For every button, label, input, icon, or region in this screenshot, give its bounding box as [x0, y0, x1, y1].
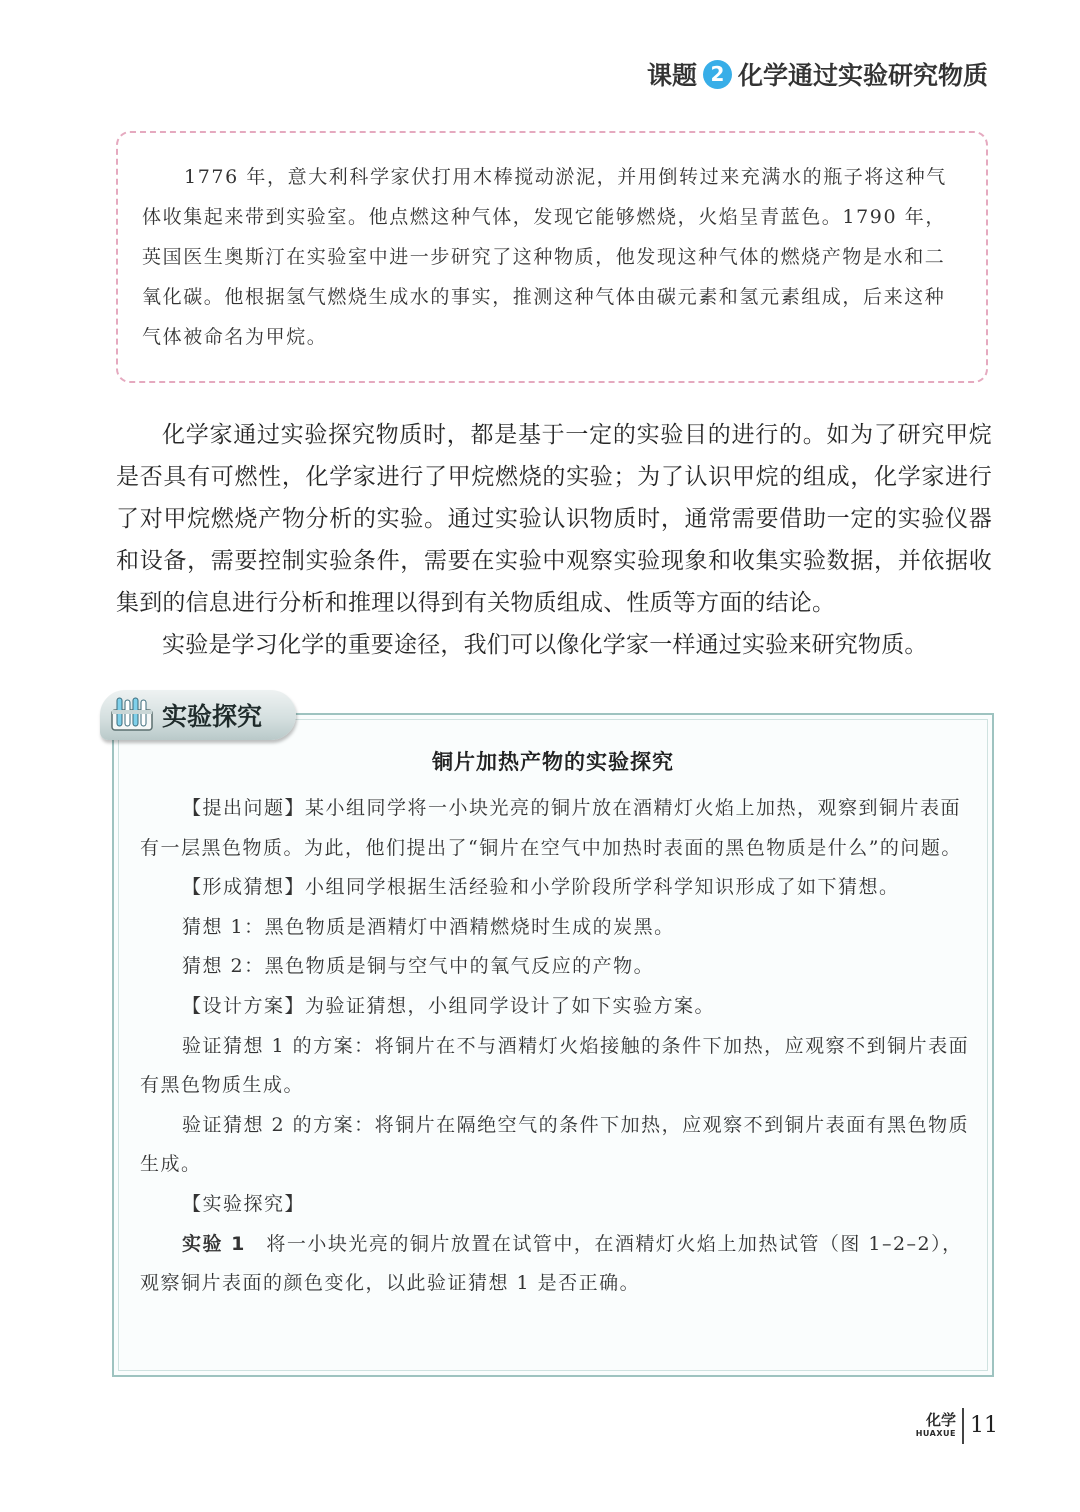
experiment-paragraph: 验证猜想 2 的方案：将铜片在隔绝空气的条件下加热，应观察不到铜片表面有黑色物质生成。	[140, 1113, 970, 1176]
page-footer	[916, 1408, 998, 1444]
experiment-paragraph: 验证猜想 1 的方案：将铜片在不与酒精灯火焰接触的条件下加热，应观察不到铜片表面有黑色物质生成。	[140, 1034, 970, 1097]
experiment-explore-box	[112, 713, 994, 1377]
experiment-1-text: 将一小块光亮的铜片放置在试管中，在酒精灯火焰上加热试管（图 1–2–2），观察铜片表面的颜色变化，以此验证猜想 1 是否正确。	[140, 1232, 963, 1295]
experiment-paragraph: 猜想 1：黑色物质是酒精灯中酒精燃烧时生成的炭黑。	[182, 915, 675, 938]
lesson-header	[647, 56, 988, 92]
body-paragraph: 化学家通过实验探究物质时，都是基于一定的实验目的进行的。如为了研究甲烷是否具有可燃性，化学家进行了甲烷燃烧的实验；为了认识甲烷的组成，化学家进行了对甲烷燃烧产物分析的实验。通过实验认识物质时，通常需要借助一定的实验仪器和设备，需要控制实验条件，需要在实验中观察实验现象和收集实验数据，并依据收集到的信息进行分析和推理以得到有关物质组成、性质等方面的结论。	[116, 422, 992, 616]
ribbon-label: 实验探究	[162, 702, 263, 731]
lesson-number-badge: 2	[703, 60, 732, 89]
lesson-title: 化学通过实验研究物质	[737, 61, 988, 90]
subject-brand	[916, 1408, 964, 1444]
experiment-title: 铜片加热产物的实验探究	[432, 750, 674, 774]
experiment-paragraph: 【设计方案】为验证猜想，小组同学设计了如下实验方案。	[182, 994, 716, 1017]
body-paragraph: 实验是学习化学的重要途径，我们可以像化学家一样通过实验来研究物质。	[162, 632, 928, 658]
experiment-paragraph: 猜想 2：黑色物质是铜与空气中的氧气反应的产物。	[182, 955, 655, 978]
page-number: 11	[970, 1413, 998, 1438]
subject-name-en: HUAXUE	[915, 1429, 956, 1438]
main-body-text	[116, 414, 992, 666]
experiment-1-label: 实验 1	[182, 1232, 246, 1255]
test-tube-rack-icon	[110, 696, 154, 734]
experiment-paragraph: 【提出问题】某小组同学将一小块光亮的铜片放在酒精灯火焰上加热，观察到铜片表面有一层黑色物质。为此，他们提出了“铜片在空气中加热时表面的黑色物质是什么”的问题。	[140, 797, 962, 859]
experiment-paragraph: 【实验探究】	[182, 1192, 306, 1215]
experiment-1-paragraph	[140, 1225, 970, 1304]
experiment-explore-ribbon	[100, 690, 296, 740]
experiment-body	[140, 789, 970, 1304]
history-note-box	[116, 131, 988, 383]
history-note-paragraph: 1776 年，意大利科学家伏打用木棒搅动淤泥，并用倒转过来充满水的瓶子将这种气体收集起来带到实验室。他点燃这种气体，发现它能够燃烧，火焰呈青蓝色。1790 年，英国医生奥斯汀在实验室中进一步研究了这种物质，他发现这种气体的燃烧产物是水和二氧化碳。他根据氢气燃烧生成水的事实，推测这种气体由碳元素和氢元素组成，后来这种气体被命名为甲烷。	[142, 166, 947, 348]
lesson-prefix: 课题	[646, 61, 697, 90]
subject-name-cn: 化学	[925, 1411, 956, 1429]
experiment-paragraph: 【形成猜想】小组同学根据生活经验和小学阶段所学科学知识形成了如下猜想。	[182, 876, 900, 899]
